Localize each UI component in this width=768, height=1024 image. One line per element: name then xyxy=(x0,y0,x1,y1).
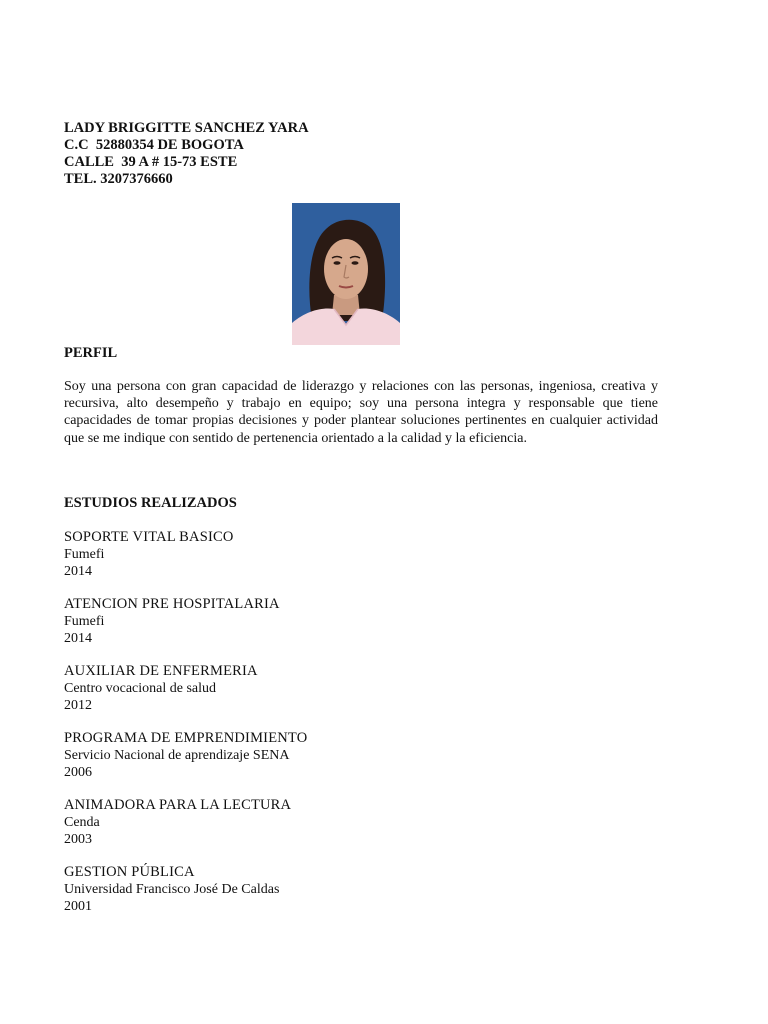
study-institution: Fumefi xyxy=(64,547,105,562)
study-course: PROGRAMA DE EMPRENDIMIENTO xyxy=(64,730,308,746)
study-year: 2014 xyxy=(64,564,92,579)
phone: TEL. 3207376660 xyxy=(64,171,173,187)
study-institution: Cenda xyxy=(64,815,100,830)
contact-header xyxy=(64,120,309,188)
study-course: SOPORTE VITAL BASICO xyxy=(64,529,234,545)
study-course: AUXILIAR DE ENFERMERIA xyxy=(64,663,258,679)
study-item xyxy=(64,663,664,730)
study-institution: Fumefi xyxy=(64,614,105,629)
perfil-heading: PERFIL xyxy=(64,345,118,361)
study-institution: Servicio Nacional de aprendizaje SENA xyxy=(64,748,290,763)
study-year: 2012 xyxy=(64,698,92,713)
study-year: 2003 xyxy=(64,832,92,847)
studies-list xyxy=(64,529,664,931)
profile-photo xyxy=(292,203,400,345)
study-item xyxy=(64,529,664,596)
study-year: 2001 xyxy=(64,899,92,914)
id-number: C.C 52880354 DE BOGOTA xyxy=(64,137,244,153)
study-item xyxy=(64,864,664,931)
study-item xyxy=(64,797,664,864)
study-course: ATENCION PRE HOSPITALARIA xyxy=(64,596,280,612)
perfil-paragraph: Soy una persona con gran capacidad de liderazgo y relaciones con las personas, ingeniosa, creativa y recursiva, alto desempeño y trabajo en equipo; soy una persona integra y responsable que tiene capacidades de tomar propias decisiones y poder plantear soluciones pertinentes en cualquier actividad que se me indique con sentido de pertenencia orientado a la calidad y la eficiencia. xyxy=(64,379,658,446)
person-name: LADY BRIGGITTE SANCHEZ YARA xyxy=(64,120,309,136)
study-year: 2014 xyxy=(64,631,92,646)
study-institution: Centro vocacional de salud xyxy=(64,681,217,696)
study-year: 2006 xyxy=(64,765,92,780)
study-course: GESTION PÚBLICA xyxy=(64,864,195,880)
person-portrait-icon xyxy=(292,203,400,345)
study-item xyxy=(64,730,664,797)
study-course: ANIMADORA PARA LA LECTURA xyxy=(64,797,292,813)
estudios-heading: ESTUDIOS REALIZADOS xyxy=(64,495,237,511)
study-item xyxy=(64,596,664,663)
study-institution: Universidad Francisco José De Caldas xyxy=(64,882,280,897)
address: CALLE 39 A # 15-73 ESTE xyxy=(64,154,238,170)
